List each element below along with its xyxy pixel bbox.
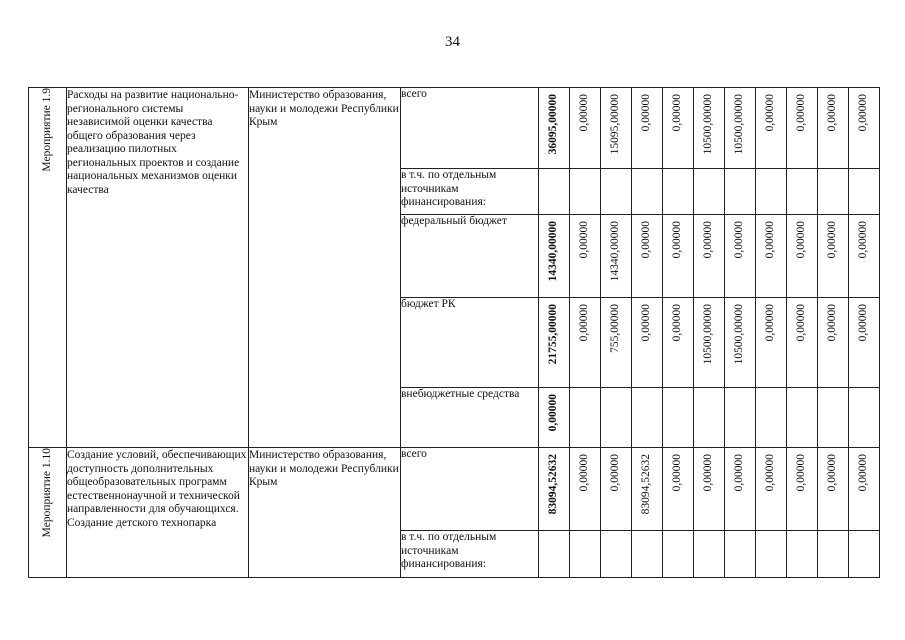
page-number: 34	[445, 34, 460, 50]
year-value-cell	[725, 298, 756, 388]
year-value: 0,00000	[671, 454, 684, 492]
total-cell	[539, 531, 570, 578]
year-value: 0,00000	[640, 221, 653, 259]
year-value-cell	[694, 388, 725, 448]
year-value-cell	[632, 298, 663, 388]
year-value-cell	[694, 298, 725, 388]
year-value-cell	[849, 215, 880, 298]
year-value: 0,00000	[609, 454, 622, 492]
year-value-cell	[570, 531, 601, 578]
year-value-cell	[663, 298, 694, 388]
year-value-cell	[818, 215, 849, 298]
year-value-cell	[601, 169, 632, 215]
budget-table	[28, 87, 880, 578]
year-value: 0,00000	[733, 454, 746, 492]
total-value: 21755,00000	[547, 304, 560, 365]
year-value: 0,00000	[826, 94, 839, 132]
year-value: 0,00000	[671, 221, 684, 259]
year-value-cell	[756, 88, 787, 169]
year-value-cell	[694, 215, 725, 298]
executor-cell	[249, 448, 401, 578]
year-value: 14340,00000	[609, 221, 622, 282]
year-value-cell	[849, 298, 880, 388]
year-value: 15095,00000	[609, 94, 622, 155]
year-value: 0,00000	[857, 454, 870, 492]
year-value: 0,00000	[857, 221, 870, 259]
year-value-cell	[818, 531, 849, 578]
year-value-cell	[694, 531, 725, 578]
year-value: 0,00000	[857, 94, 870, 132]
year-value: 0,00000	[764, 304, 777, 342]
year-value: 0,00000	[826, 454, 839, 492]
year-value-cell	[570, 388, 601, 448]
description-cell	[67, 448, 249, 578]
year-value-cell	[787, 88, 818, 169]
year-value: 0,00000	[764, 221, 777, 259]
year-value-cell	[849, 448, 880, 531]
executor-cell	[249, 88, 401, 448]
year-value: 0,00000	[826, 221, 839, 259]
funding-source-label: в т.ч. по отдельным источникам финансирования:	[401, 169, 539, 215]
year-value-cell	[663, 448, 694, 531]
year-value: 0,00000	[764, 94, 777, 132]
year-value-cell	[570, 169, 601, 215]
year-value-cell	[756, 298, 787, 388]
year-value-cell	[849, 169, 880, 215]
year-value-cell	[663, 215, 694, 298]
year-value-cell	[663, 88, 694, 169]
executor-text: Министерство образования, науки и молодежи Республики Крым	[249, 449, 399, 488]
year-value-cell	[632, 448, 663, 531]
year-value-cell	[632, 388, 663, 448]
year-value: 0,00000	[578, 221, 591, 259]
year-value: 0,00000	[578, 94, 591, 132]
year-value: 0,00000	[671, 304, 684, 342]
year-value: 0,00000	[826, 304, 839, 342]
year-value-cell	[725, 388, 756, 448]
year-value-cell	[632, 88, 663, 169]
total-value: 14340,00000	[547, 221, 560, 282]
year-value-cell	[570, 448, 601, 531]
description-text: Создание условий, обеспечивающих доступность дополнительных общеобразовательных программ естественнонаучной и технической направленности для обучающихся. Создание детского технопарка	[67, 449, 247, 529]
year-value-cell	[787, 298, 818, 388]
year-value: 0,00000	[795, 94, 808, 132]
funding-source-label: внебюджетные средства	[401, 388, 539, 448]
year-value: 0,00000	[640, 94, 653, 132]
year-value-cell	[570, 215, 601, 298]
executor-text: Министерство образования, науки и молодежи Республики Крым	[249, 89, 399, 128]
year-value: 10500,00000	[702, 94, 715, 155]
activity-cell	[29, 88, 67, 448]
year-value-cell	[725, 215, 756, 298]
year-value: 10500,00000	[733, 304, 746, 365]
year-value-cell	[849, 531, 880, 578]
table-row	[29, 88, 880, 169]
year-value: 0,00000	[795, 221, 808, 259]
funding-source-label: всего	[401, 88, 539, 169]
year-value: 0,00000	[578, 304, 591, 342]
year-value: 0,00000	[733, 221, 746, 259]
activity-cell	[29, 448, 67, 578]
year-value-cell	[787, 388, 818, 448]
year-value-cell	[818, 298, 849, 388]
funding-source-label: всего	[401, 448, 539, 531]
year-value-cell	[694, 169, 725, 215]
year-value: 10500,00000	[733, 94, 746, 155]
year-value-cell	[601, 448, 632, 531]
year-value-cell	[818, 88, 849, 169]
total-cell	[539, 169, 570, 215]
year-value-cell	[787, 169, 818, 215]
total-cell	[539, 298, 570, 388]
year-value-cell	[787, 215, 818, 298]
year-value-cell	[601, 215, 632, 298]
year-value: 83094,52632	[640, 454, 653, 515]
description-cell	[67, 88, 249, 448]
year-value-cell	[663, 388, 694, 448]
year-value-cell	[818, 169, 849, 215]
activity-label: Мероприятие 1.10	[40, 448, 53, 538]
year-value-cell	[601, 388, 632, 448]
year-value-cell	[601, 298, 632, 388]
year-value: 0,00000	[578, 454, 591, 492]
year-value-cell	[694, 448, 725, 531]
total-cell	[539, 215, 570, 298]
year-value-cell	[849, 388, 880, 448]
total-value: 36095,00000	[547, 94, 560, 155]
year-value-cell	[818, 448, 849, 531]
year-value-cell	[601, 88, 632, 169]
year-value-cell	[632, 215, 663, 298]
funding-source-label: в т.ч. по отдельным источникам финансирования:	[401, 531, 539, 578]
year-value: 0,00000	[702, 221, 715, 259]
year-value-cell	[787, 531, 818, 578]
year-value-cell	[725, 531, 756, 578]
total-value: 83094,52632	[547, 454, 560, 515]
year-value-cell	[632, 169, 663, 215]
year-value-cell	[849, 88, 880, 169]
year-value-cell	[756, 215, 787, 298]
activity-label: Мероприятие 1.9	[40, 88, 53, 172]
year-value: 0,00000	[795, 304, 808, 342]
year-value-cell	[787, 448, 818, 531]
total-cell	[539, 88, 570, 169]
year-value: 0,00000	[795, 454, 808, 492]
total-value: 0,00000	[547, 394, 560, 432]
year-value-cell	[725, 169, 756, 215]
year-value-cell	[756, 448, 787, 531]
year-value-cell	[663, 169, 694, 215]
year-value: 0,00000	[640, 304, 653, 342]
funding-source-label: федеральный бюджет	[401, 215, 539, 298]
year-value: 0,00000	[702, 454, 715, 492]
year-value: 0,00000	[764, 454, 777, 492]
table-row	[29, 448, 880, 531]
year-value-cell	[756, 531, 787, 578]
year-value-cell	[725, 88, 756, 169]
year-value-cell	[632, 531, 663, 578]
year-value-cell	[601, 531, 632, 578]
total-cell	[539, 388, 570, 448]
year-value-cell	[570, 88, 601, 169]
total-cell	[539, 448, 570, 531]
description-text: Расходы на развитие национально-регионального системы независимой оценки качества общего образования через реализацию пилотных региональных проектов и создание национальных механизмов оценки качества	[67, 89, 240, 196]
year-value-cell	[756, 169, 787, 215]
year-value: 0,00000	[857, 304, 870, 342]
year-value-cell	[663, 531, 694, 578]
year-value-cell	[818, 388, 849, 448]
year-value-cell	[756, 388, 787, 448]
funding-source-label: бюджет РК	[401, 298, 539, 388]
year-value: 10500,00000	[702, 304, 715, 365]
year-value-cell	[694, 88, 725, 169]
year-value-cell	[725, 448, 756, 531]
year-value-cell	[570, 298, 601, 388]
year-value: 0,00000	[671, 94, 684, 132]
year-value: 755,00000	[609, 304, 622, 353]
